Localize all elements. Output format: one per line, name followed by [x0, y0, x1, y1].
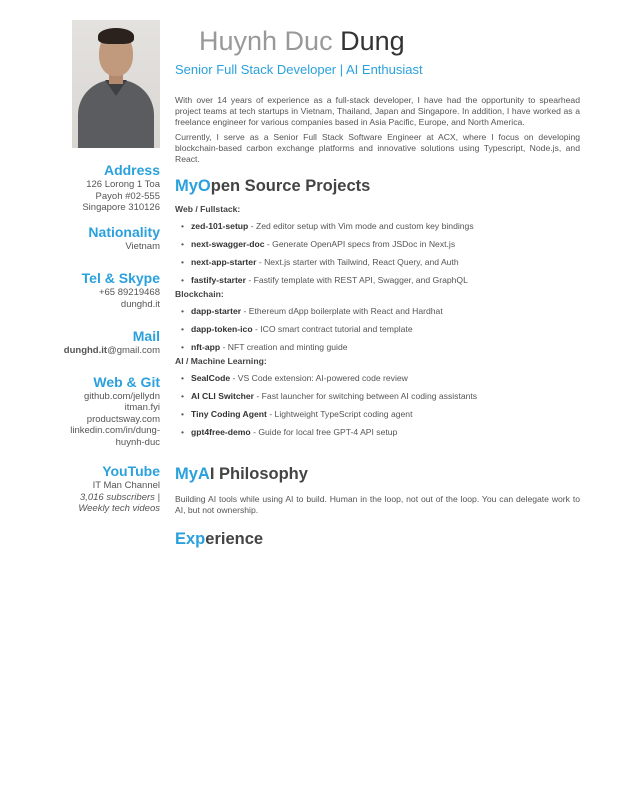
linkedin-link[interactable]: huynh-duc: [115, 436, 160, 448]
bullet: •: [181, 373, 185, 383]
project-desc: - Guide for local free GPT-4 API setup: [250, 427, 398, 437]
youtube-subscribers: 3,016 subscribers |: [79, 491, 160, 503]
project-item: [175, 369, 580, 387]
project-item: [175, 320, 580, 338]
project-item: [175, 253, 580, 271]
project-desc: - Ethereum dApp boilerplate with React and Hardhat: [241, 306, 443, 316]
website-link[interactable]: productsway.com: [86, 413, 160, 425]
project-item: [175, 423, 580, 441]
project-desc: - Generate OpenAPI specs from JSDoc in Next.js: [264, 239, 456, 249]
web-heading: Web & Git: [93, 373, 160, 390]
main-content: [175, 26, 580, 549]
youtube-channel[interactable]: IT Man Channel: [92, 480, 160, 491]
linkedin-link[interactable]: linkedin.com/in/dung-: [70, 425, 160, 436]
heading-accent: MyO: [175, 177, 211, 195]
heading-accent: Exp: [175, 530, 206, 548]
bullet: •: [181, 427, 185, 437]
project-desc: - Zed editor setup with Vim mode and custom key bindings: [248, 221, 474, 231]
project-name[interactable]: AI CLI Switcher: [191, 391, 255, 401]
project-desc: - ICO smart contract tutorial and template: [252, 324, 413, 334]
heading-rest: I Philosophy: [209, 465, 308, 483]
project-name[interactable]: next-swagger-doc: [191, 239, 265, 249]
category-heading: Web / Fullstack:: [175, 204, 241, 214]
profile-photo: [72, 20, 160, 148]
mail-heading: Mail: [132, 328, 160, 344]
project-desc: - Fast launcher for switching between AI coding assistants: [254, 391, 478, 401]
bullet: •: [181, 221, 185, 231]
project-item: [175, 338, 580, 356]
project-item: [175, 387, 580, 405]
tel-section: [62, 270, 160, 310]
project-desc: - Next.js starter with Tailwind, React Query, and Auth: [256, 257, 459, 267]
project-name[interactable]: nft-app: [191, 342, 221, 352]
nationality-heading: Nationality: [88, 223, 160, 240]
bullet: •: [181, 409, 185, 419]
address-line: Payoh #02-555: [95, 190, 160, 202]
project-item: [175, 302, 580, 320]
youtube-section: [62, 463, 160, 515]
last-name: Dung: [340, 26, 405, 56]
project-name[interactable]: Tiny Coding Agent: [191, 409, 267, 419]
email-user: dunghd.it: [63, 345, 108, 356]
project-name[interactable]: SealCode: [191, 373, 231, 383]
project-list: [175, 302, 580, 356]
philosophy-heading: [175, 465, 580, 484]
project-item: [175, 217, 580, 235]
heading-rest: erience: [205, 530, 264, 548]
heading-accent: MyA: [175, 465, 210, 483]
youtube-tagline: Weekly tech videos: [78, 503, 160, 514]
bullet: •: [181, 239, 185, 249]
first-name: Huynh Duc: [199, 26, 333, 56]
phone-number: +65 89219468: [98, 287, 160, 298]
full-name: [199, 26, 580, 56]
address-heading: Address: [103, 162, 160, 178]
project-item: [175, 235, 580, 253]
project-item: [175, 405, 580, 423]
nationality-value: Vietnam: [125, 240, 160, 252]
philosophy-text: Building AI tools while using AI to build. Human in the loop, not out of the loop. You can delegate work to AI, but not ownership.: [175, 494, 580, 515]
nationality-section: [62, 224, 160, 253]
project-name[interactable]: fastify-starter: [191, 275, 246, 285]
github-link[interactable]: github.com/jellydn: [83, 390, 160, 402]
photo-hair: [98, 28, 134, 44]
project-desc: - VS Code extension: AI-powered code review: [230, 373, 408, 383]
youtube-heading: YouTube: [102, 463, 160, 479]
tel-heading: Tel & Skype: [81, 270, 160, 286]
project-name[interactable]: dapp-starter: [191, 306, 242, 316]
projects-heading: [175, 177, 580, 196]
bullet: •: [181, 324, 185, 334]
project-desc: - Lightweight TypeScript coding agent: [266, 409, 413, 419]
project-list: [175, 217, 580, 289]
email-domain: @gmail.com: [107, 345, 160, 356]
address-section: [62, 162, 160, 214]
bullet: •: [181, 306, 185, 316]
summary-paragraph: With over 14 years of experience as a full-stack developer, I have had the opportunity to spearhead project teams at tech startups in Vietnam, Thailand, Japan and Singapore. In addition, I have worked as a freelance engineer for various companies based in Asia Pacific, Europe, and North America.: [175, 95, 580, 127]
email-link[interactable]: [62, 345, 160, 357]
project-name[interactable]: next-app-starter: [191, 257, 257, 267]
bullet: •: [181, 342, 185, 352]
skype-id: dunghd.it: [120, 298, 160, 310]
project-name[interactable]: zed-101-setup: [191, 221, 249, 231]
experience-heading: [175, 530, 580, 549]
mail-section: [62, 328, 160, 357]
summary-paragraph: Currently, I serve as a Senior Full Stack Software Engineer at ACX, where I focus on developing blockchain-based carbon exchange platforms and innovative solutions using Typescript, Node.js, and React.: [175, 132, 580, 164]
bullet: •: [181, 257, 185, 267]
project-name[interactable]: dapp-token-ico: [191, 324, 253, 334]
category-heading: Blockchain:: [175, 289, 224, 299]
address-line: 126 Lorong 1 Toa: [86, 179, 160, 190]
web-section: [62, 374, 160, 449]
sidebar: [62, 20, 160, 515]
heading-rest: pen Source Projects: [210, 177, 371, 195]
address-line: Singapore 310126: [82, 202, 160, 213]
bullet: •: [181, 275, 185, 285]
project-item: [175, 271, 580, 289]
category-heading: AI / Machine Learning:: [175, 356, 267, 366]
project-list: [175, 369, 580, 441]
project-desc: - Fastify template with REST API, Swagger, and GraphQL: [245, 275, 468, 285]
project-name[interactable]: gpt4free-demo: [191, 427, 251, 437]
website-link[interactable]: itman.fyi: [124, 402, 160, 413]
project-desc: - NFT creation and minting guide: [220, 342, 348, 352]
bullet: •: [181, 391, 185, 401]
job-title: Senior Full Stack Developer | AI Enthusiast: [175, 62, 423, 77]
